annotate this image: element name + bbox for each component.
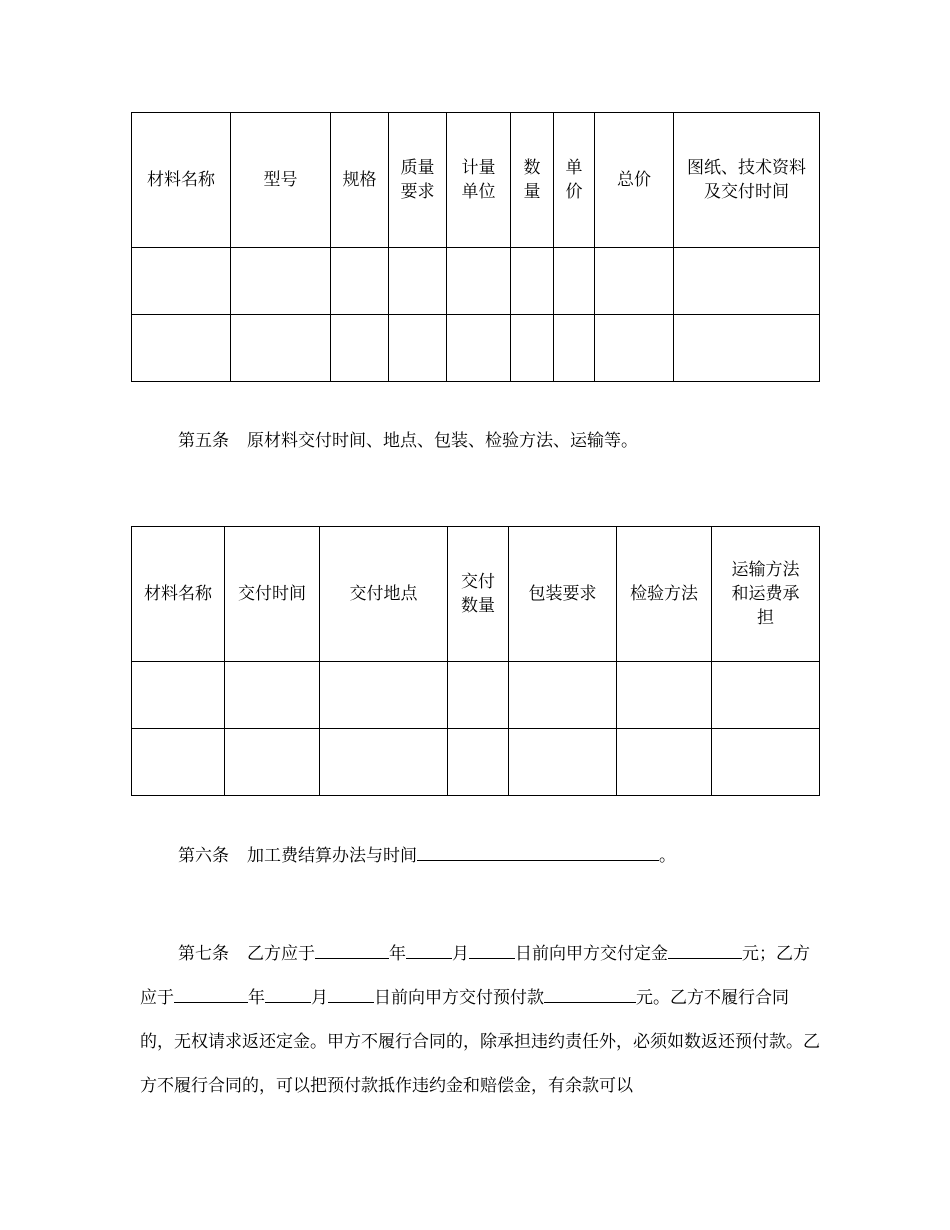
table-cell[interactable] [132,315,231,382]
table-cell[interactable] [389,248,447,315]
text-segment: 乙方应于 [140,944,810,1008]
table-cell[interactable] [509,729,617,796]
article-label: 第六条 [178,846,229,866]
text-segment: 年 [389,944,406,964]
text-segment: 日前向甲方交付定金 [515,944,668,964]
table-cell[interactable] [712,729,820,796]
article-5 [140,419,820,463]
blank-day[interactable] [469,940,515,959]
table-cell[interactable] [509,662,617,729]
blank-month[interactable] [265,984,311,1003]
table-cell[interactable] [595,248,674,315]
table-cell[interactable] [617,662,712,729]
table-cell[interactable] [225,662,320,729]
table-cell[interactable] [617,729,712,796]
table-cell[interactable] [448,662,509,729]
column-header: 图纸、技术资料 及交付时间 [674,113,820,248]
blank-prepayment-amount[interactable] [544,984,636,1003]
text-segment: 日前向甲方交付预付款 [374,988,544,1008]
blank-field[interactable] [417,842,659,861]
article-6 [140,834,820,878]
table-cell[interactable] [554,315,595,382]
materials-spec-table [131,112,820,382]
blank-deposit-amount[interactable] [668,940,742,959]
table-cell[interactable] [132,729,225,796]
table-row [132,315,820,382]
article-7 [140,932,820,1108]
table-cell[interactable] [320,729,448,796]
table-cell[interactable] [231,315,331,382]
column-header: 质量 要求 [389,113,447,248]
column-header: 运输方法 和运费承 担 [712,527,820,662]
table-cell[interactable] [448,729,509,796]
table-cell[interactable] [712,662,820,729]
article-label: 第七条 [178,944,229,964]
table-cell[interactable] [320,662,448,729]
table-cell[interactable] [447,248,511,315]
blank-year[interactable] [315,940,389,959]
table-cell[interactable] [447,315,511,382]
materials-delivery-table [131,526,820,796]
column-header: 数 量 [511,113,554,248]
table-cell[interactable] [674,315,820,382]
table-header-row [132,527,820,662]
text-segment: 元； [742,944,776,964]
article-label: 第五条 [178,431,229,451]
punctuation: 。 [659,846,676,866]
table-cell[interactable] [595,315,674,382]
column-header: 材料名称 [132,527,225,662]
article-text: 原材料交付时间、地点、包装、检验方法、运输等。 [247,431,638,451]
table-cell[interactable] [132,662,225,729]
table-cell[interactable] [231,248,331,315]
column-header: 规格 [331,113,389,248]
column-header: 总价 [595,113,674,248]
blank-day[interactable] [328,984,374,1003]
text-segment: 元。乙方不履行合同的，无权请求返还定金。甲方不履行合同的，除承担违约责任外，必须如数返还预付款。乙方不履行合同的，可以把预付款抵作违约金和赔偿金，有余款可以 [140,988,820,1096]
column-header: 材料名称 [132,113,231,248]
table-cell[interactable] [331,315,389,382]
table-cell[interactable] [511,315,554,382]
table-cell[interactable] [554,248,595,315]
table-cell[interactable] [225,729,320,796]
table-row [132,248,820,315]
table-cell[interactable] [674,248,820,315]
column-header: 交付 数量 [448,527,509,662]
article-text: 加工费结算办法与时间 [247,846,417,866]
table-row [132,729,820,796]
column-header: 型号 [231,113,331,248]
table-header-row [132,113,820,248]
column-header: 包装要求 [509,527,617,662]
text-segment: 月 [311,988,328,1008]
table-cell[interactable] [331,248,389,315]
column-header: 交付时间 [225,527,320,662]
table-cell[interactable] [389,315,447,382]
text-segment: 月 [452,944,469,964]
text-segment: 年 [248,988,265,1008]
column-header: 单 价 [554,113,595,248]
table-cell[interactable] [511,248,554,315]
column-header: 交付地点 [320,527,448,662]
table-cell[interactable] [132,248,231,315]
column-header: 检验方法 [617,527,712,662]
table-row [132,662,820,729]
text-segment: 乙方应于 [247,944,315,964]
column-header: 计量 单位 [447,113,511,248]
blank-month[interactable] [406,940,452,959]
blank-year[interactable] [174,984,248,1003]
